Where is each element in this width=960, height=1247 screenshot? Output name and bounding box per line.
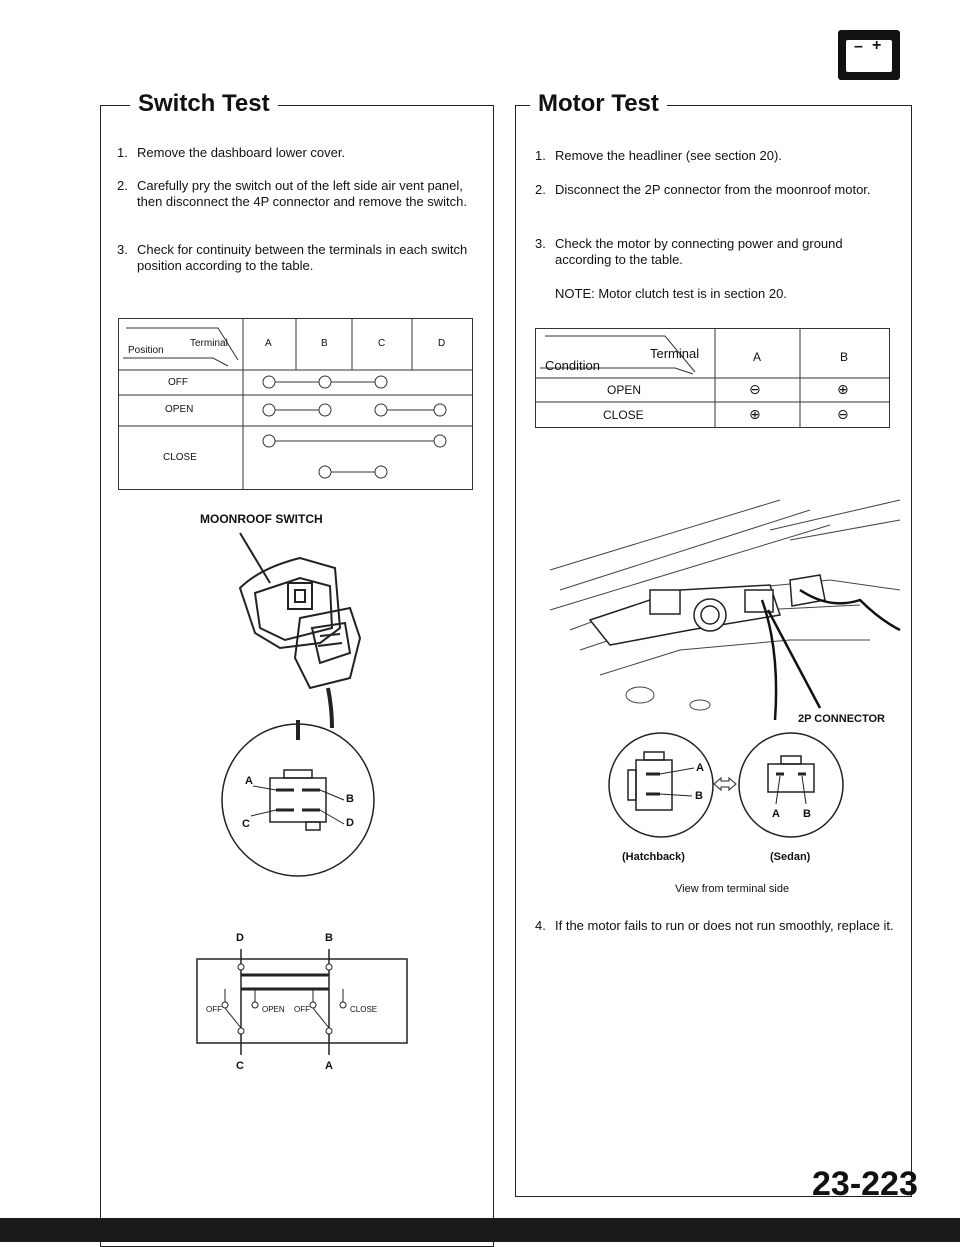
sedan-connector-face [736, 730, 846, 840]
motor-condition-table [535, 328, 890, 428]
hatchback-caption: (Hatchback) [622, 851, 685, 863]
motor-col-b: B [840, 350, 849, 364]
sedan-label-b: B [803, 808, 811, 820]
switch-conn-label-c: C [242, 818, 250, 830]
motor-close-a: ⊕ [749, 406, 761, 422]
schematic-close: CLOSE [350, 1005, 378, 1014]
schematic-label-b: B [325, 932, 333, 944]
col-b: B [321, 338, 328, 349]
switch-continuity-table [118, 318, 473, 490]
motor-step-2: 2. Disconnect the 2P connector from the moonroof motor. [535, 182, 871, 197]
schematic-off-right: OFF [294, 1005, 310, 1014]
view-arrow-icon [712, 776, 738, 792]
hatchback-label-b: B [695, 790, 703, 802]
motor-note: NOTE: Motor clutch test is in section 20. [555, 286, 787, 301]
motor-test-title: Motor Test [530, 90, 667, 118]
motor-col-a: A [753, 350, 762, 364]
motor-open-a: ⊖ [749, 381, 761, 397]
battery-minus-sign: – [854, 38, 863, 55]
schematic-off-left: OFF [206, 1005, 222, 1014]
hatchback-label-a: A [696, 762, 704, 774]
col-a: A [265, 338, 272, 349]
switch-conn-label-d: D [346, 817, 354, 829]
motor-step-1: 1. Remove the headliner (see section 20). [535, 148, 782, 163]
motor-terminal-header: Terminal [650, 346, 700, 361]
switch-conn-label-b: B [346, 793, 354, 805]
moonroof-switch-illustration [200, 528, 380, 728]
motor-step-3: 3. Check the motor by connecting power and ground according to the table. [535, 236, 843, 267]
terminal-header: Terminal [190, 338, 228, 349]
row-off: OFF [168, 377, 188, 388]
row-open: OPEN [165, 404, 194, 415]
switch-conn-label-a: A [245, 775, 253, 787]
position-header: Position [128, 345, 164, 356]
schematic-label-a: A [325, 1060, 333, 1072]
col-c: C [378, 338, 386, 349]
motor-close-b: ⊖ [837, 406, 849, 422]
moonroof-motor-illustration [530, 480, 910, 720]
switch-step-1: 1. Remove the dashboard lower cover. [117, 145, 346, 160]
hatchback-connector-face [606, 730, 716, 840]
switch-test-title: Switch Test [130, 90, 278, 118]
view-caption: View from terminal side [675, 883, 790, 895]
switch-connector-face [218, 720, 378, 880]
col-d: D [438, 338, 446, 349]
page-number: 23-223 [812, 1165, 918, 1203]
2p-connector-label: 2P CONNECTOR [798, 713, 886, 725]
motor-row-open: OPEN [607, 383, 642, 397]
moonroof-switch-label: MOONROOF SWITCH [200, 512, 323, 526]
sedan-caption: (Sedan) [770, 851, 811, 863]
switch-schematic [195, 945, 410, 1060]
row-close: CLOSE [163, 452, 197, 463]
battery-plus-sign: + [872, 37, 882, 54]
schematic-open: OPEN [262, 1005, 285, 1014]
battery-icon [838, 30, 900, 80]
switch-step-2: 2. Carefully pry the switch out of the left side air vent panel, then disconnect the 4P connector and remove the switch. [117, 178, 468, 209]
motor-step-4: 4. If the motor fails to run or does not run smoothly, replace it. [535, 918, 894, 933]
schematic-label-d: D [236, 932, 244, 944]
motor-open-b: ⊕ [837, 381, 849, 397]
page-bottom-band [0, 1218, 960, 1242]
schematic-label-c: C [236, 1060, 244, 1072]
switch-step-3: 3. Check for continuity between the terminals in each switch position according to the table. [117, 242, 468, 273]
motor-condition-header: Condition [545, 358, 600, 373]
motor-row-close: CLOSE [603, 408, 644, 422]
sedan-label-a: A [772, 808, 780, 820]
